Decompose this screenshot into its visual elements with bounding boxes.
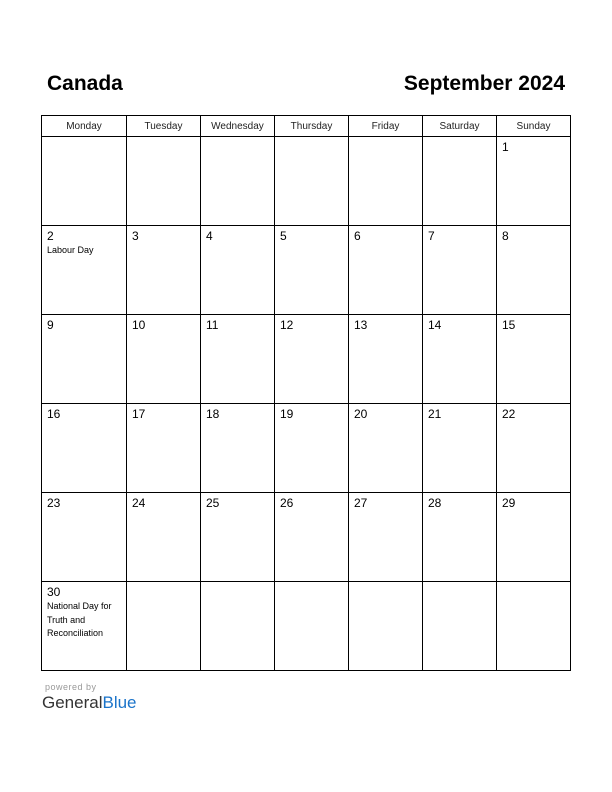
day-cell-content (497, 226, 570, 314)
day-cell-content (42, 137, 126, 225)
day-cell (127, 226, 201, 315)
day-number: 14 (428, 318, 442, 332)
day-cell (423, 315, 497, 404)
day-number: 1 (502, 140, 509, 154)
day-cell-content (127, 137, 200, 225)
weekday-header: Thursday (275, 116, 349, 137)
day-cell-content (201, 226, 274, 314)
powered-by-label: powered by (45, 682, 97, 692)
day-number: 27 (354, 496, 368, 510)
day-cell (349, 493, 423, 582)
day-cell (423, 493, 497, 582)
day-cell-content (497, 493, 570, 581)
day-cell (127, 493, 201, 582)
day-number: 29 (502, 496, 516, 510)
day-number: 9 (47, 318, 54, 332)
weekday-header: Wednesday (201, 116, 275, 137)
day-cell-content (349, 315, 422, 403)
day-number: 28 (428, 496, 442, 510)
day-cell (127, 137, 201, 226)
week-row (42, 493, 571, 582)
day-number: 12 (280, 318, 294, 332)
day-cell-content (42, 582, 126, 670)
day-cell (201, 137, 275, 226)
day-cell-content (423, 582, 496, 670)
day-cell (497, 137, 571, 226)
day-cell-content (127, 493, 200, 581)
brand-general-text: General (42, 693, 103, 712)
day-cell-content (201, 493, 274, 581)
day-cell (201, 404, 275, 493)
day-cell (42, 137, 127, 226)
day-cell (423, 226, 497, 315)
day-cell (201, 315, 275, 404)
day-number: 20 (354, 407, 368, 421)
day-cell-content (349, 493, 422, 581)
day-number: 30 (47, 585, 61, 599)
day-number: 4 (206, 229, 213, 243)
day-number: 16 (47, 407, 61, 421)
weekday-header: Tuesday (127, 116, 201, 137)
day-cell-content (275, 315, 348, 403)
generalblue-logo[interactable] (42, 693, 137, 713)
day-cell (497, 493, 571, 582)
day-cell (497, 582, 571, 671)
holiday-label: Labour Day (47, 245, 94, 255)
day-cell-content (42, 493, 126, 581)
day-number: 21 (428, 407, 442, 421)
day-number: 11 (206, 318, 219, 332)
day-cell-content (349, 404, 422, 492)
weekday-header: Monday (42, 116, 127, 137)
day-number: 2 (47, 229, 54, 243)
day-cell-content (497, 315, 570, 403)
day-cell-content (349, 137, 422, 225)
day-cell-content (275, 582, 348, 670)
day-cell (127, 315, 201, 404)
day-cell (42, 226, 127, 315)
day-cell-content (423, 226, 496, 314)
day-cell (275, 582, 349, 671)
day-cell (127, 582, 201, 671)
day-number: 18 (206, 407, 220, 421)
weekday-header: Sunday (497, 116, 571, 137)
day-number: 6 (354, 229, 361, 243)
day-cell-content (127, 315, 200, 403)
day-cell-content (275, 226, 348, 314)
day-cell (423, 137, 497, 226)
weekday-header: Friday (349, 116, 423, 137)
week-row (42, 137, 571, 226)
day-cell (42, 582, 127, 671)
weekday-header-row (42, 116, 571, 137)
day-cell (201, 493, 275, 582)
month-title: September 2024 (403, 72, 565, 95)
day-cell (275, 315, 349, 404)
week-row (42, 226, 571, 315)
day-cell-content (127, 404, 200, 492)
day-cell-content (275, 404, 348, 492)
week-row (42, 404, 571, 493)
day-cell (127, 404, 201, 493)
day-number: 17 (132, 407, 146, 421)
day-number: 5 (280, 229, 287, 243)
day-cell (497, 315, 571, 404)
day-cell-content (423, 404, 496, 492)
day-cell (423, 582, 497, 671)
day-number: 8 (502, 229, 509, 243)
brand-blue-text: Blue (102, 693, 137, 712)
day-cell-content (275, 137, 348, 225)
day-cell (349, 404, 423, 493)
day-cell (201, 582, 275, 671)
day-number: 3 (132, 229, 139, 243)
day-cell (275, 493, 349, 582)
day-cell-content (497, 582, 570, 670)
day-cell (497, 226, 571, 315)
day-cell-content (127, 582, 200, 670)
day-cell (275, 226, 349, 315)
weekday-header: Saturday (423, 116, 497, 137)
day-number: 26 (280, 496, 294, 510)
day-number: 24 (132, 496, 146, 510)
day-number: 23 (47, 496, 61, 510)
day-cell-content (42, 404, 126, 492)
day-cell (349, 137, 423, 226)
day-cell (201, 226, 275, 315)
day-number: 15 (502, 318, 516, 332)
day-cell (497, 404, 571, 493)
day-cell (42, 493, 127, 582)
day-cell (42, 404, 127, 493)
day-cell-content (201, 137, 274, 225)
day-number: 22 (502, 407, 516, 421)
day-cell-content (201, 582, 274, 670)
week-row (42, 315, 571, 404)
day-cell-content (349, 582, 422, 670)
day-cell (349, 226, 423, 315)
day-cell-content (423, 493, 496, 581)
day-number: 19 (280, 407, 294, 421)
day-cell (423, 404, 497, 493)
day-cell-content (275, 493, 348, 581)
country-title: Canada (47, 72, 123, 95)
day-cell (275, 137, 349, 226)
day-cell-content (497, 404, 570, 492)
day-cell (42, 315, 127, 404)
day-cell-content (497, 137, 570, 225)
day-cell-content (42, 315, 126, 403)
day-number: 25 (206, 496, 220, 510)
day-number: 10 (132, 318, 146, 332)
day-cell-content (423, 315, 496, 403)
day-cell (275, 404, 349, 493)
calendar-grid (41, 115, 571, 671)
day-cell-content (127, 226, 200, 314)
week-row (42, 582, 571, 671)
day-cell (349, 315, 423, 404)
day-cell-content (42, 226, 126, 314)
day-cell (349, 582, 423, 671)
day-cell-content (201, 315, 274, 403)
holiday-label: National Day for Truth and Reconciliation (47, 601, 112, 638)
day-cell-content (423, 137, 496, 225)
day-number: 7 (428, 229, 435, 243)
day-cell-content (201, 404, 274, 492)
day-number: 13 (354, 318, 368, 332)
day-cell-content (349, 226, 422, 314)
